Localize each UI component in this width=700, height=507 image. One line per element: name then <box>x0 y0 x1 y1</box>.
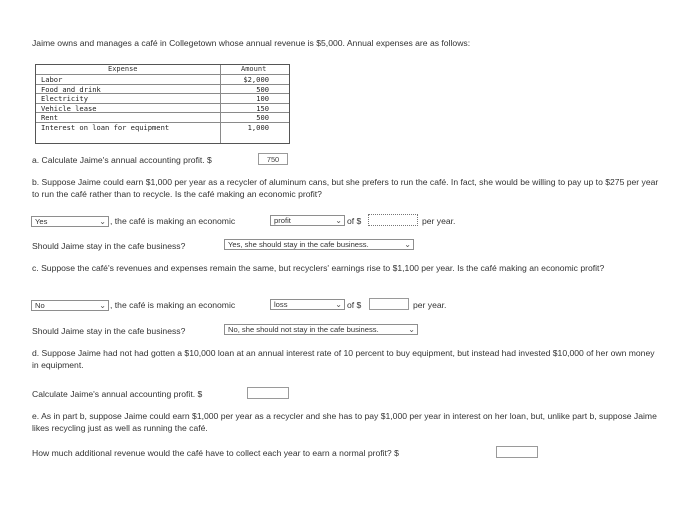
part-c-amount-input[interactable] <box>369 298 409 310</box>
part-c-stay-question: Should Jaime stay in the cafe business? <box>32 326 186 336</box>
expense-cell: Vehicle lease <box>41 103 97 113</box>
chevron-down-icon: ⌄ <box>99 301 106 310</box>
amount-cell: 100 <box>256 94 269 103</box>
amount-cell: $2,000 <box>243 75 269 84</box>
expense-cell: Interest on loan for equipment <box>41 122 170 132</box>
intro-text: Jaime owns and manages a café in Collegetown whose annual revenue is $5,000. Annual expenses are as follows: <box>32 38 471 48</box>
part-e-question: How much additional revenue would the café have to collect each year to earn a normal profit? $ <box>32 448 399 458</box>
part-b-per-year: per year. <box>422 216 456 226</box>
part-b-stay-question: Should Jaime stay in the cafe business? <box>32 241 186 251</box>
part-a-prompt: a. Calculate Jaime's annual accounting profit. $ <box>32 155 212 165</box>
header-amount: Amount <box>241 65 267 73</box>
part-b-stay-select[interactable]: Yes, she should stay in the cafe business. ⌄ <box>224 239 414 250</box>
part-a-answer-input[interactable]: 750 <box>258 153 288 165</box>
chevron-down-icon: ⌄ <box>99 217 106 226</box>
part-c-of-text: of $ <box>347 300 362 310</box>
header-expense: Expense <box>108 65 138 73</box>
expense-table <box>35 64 290 144</box>
part-b-amount-input[interactable] <box>368 214 418 226</box>
table-row <box>36 122 289 133</box>
chevron-down-icon: ⌄ <box>335 300 342 309</box>
part-d-calc-text: Calculate Jaime's annual accounting profit. $ <box>32 389 203 399</box>
part-d-prompt: d. Suppose Jaime had not had gotten a $10,000 loan at an annual interest rate of 10 percent to buy equipment, but instead had invested $10,000 of her own money in equipment. <box>32 348 655 370</box>
part-c-type-select[interactable]: loss ⌄ <box>270 299 345 310</box>
part-d-answer-input[interactable] <box>247 387 289 399</box>
amount-cell: 150 <box>256 103 269 113</box>
expense-cell: Food and drink <box>41 84 101 94</box>
part-e-prompt: e. As in part b, suppose Jaime could earn $1,000 per year as a recycler and she has to pay $1,000 per year in interest on her loan, but, unlike part b, suppose Jaime likes recycling just as well as running the café. <box>32 411 657 433</box>
expense-cell: Labor <box>41 75 63 84</box>
part-c-prompt: c. Suppose the café's revenues and expenses remain the same, but recyclers' earnings rise to $1,100 per year. Is the café making an economic profit? <box>32 263 605 273</box>
chevron-down-icon: ⌄ <box>404 240 411 249</box>
amount-cell: 500 <box>256 84 269 94</box>
part-b-prompt: b. Suppose Jaime could earn $1,000 per year as a recycler of aluminum cans, but she prefers to run the café. In fact, she would be willing to pay up to $275 per year to run the café rather than to recycle. Is the café making an economic profit? <box>32 177 659 199</box>
expense-cell: Rent <box>41 113 59 122</box>
part-c-mid-text: , the café is making an economic <box>110 300 236 310</box>
part-b-of-text: of $ <box>347 216 362 226</box>
chevron-down-icon: ⌄ <box>408 325 415 334</box>
part-c-yesno-select[interactable]: No ⌄ <box>31 300 109 311</box>
part-e-answer-input[interactable] <box>496 446 538 458</box>
amount-cell: 500 <box>256 113 269 122</box>
part-b-mid-text: , the café is making an economic <box>110 216 236 226</box>
chevron-down-icon: ⌄ <box>335 216 342 225</box>
amount-cell: 1,000 <box>247 122 269 132</box>
part-c-per-year: per year. <box>413 300 447 310</box>
expense-cell: Electricity <box>41 94 88 103</box>
part-b-yesno-select[interactable]: Yes ⌄ <box>31 216 109 227</box>
part-c-stay-select[interactable]: No, she should not stay in the cafe business. ⌄ <box>224 324 418 335</box>
part-b-type-select[interactable]: profit ⌄ <box>270 215 345 226</box>
